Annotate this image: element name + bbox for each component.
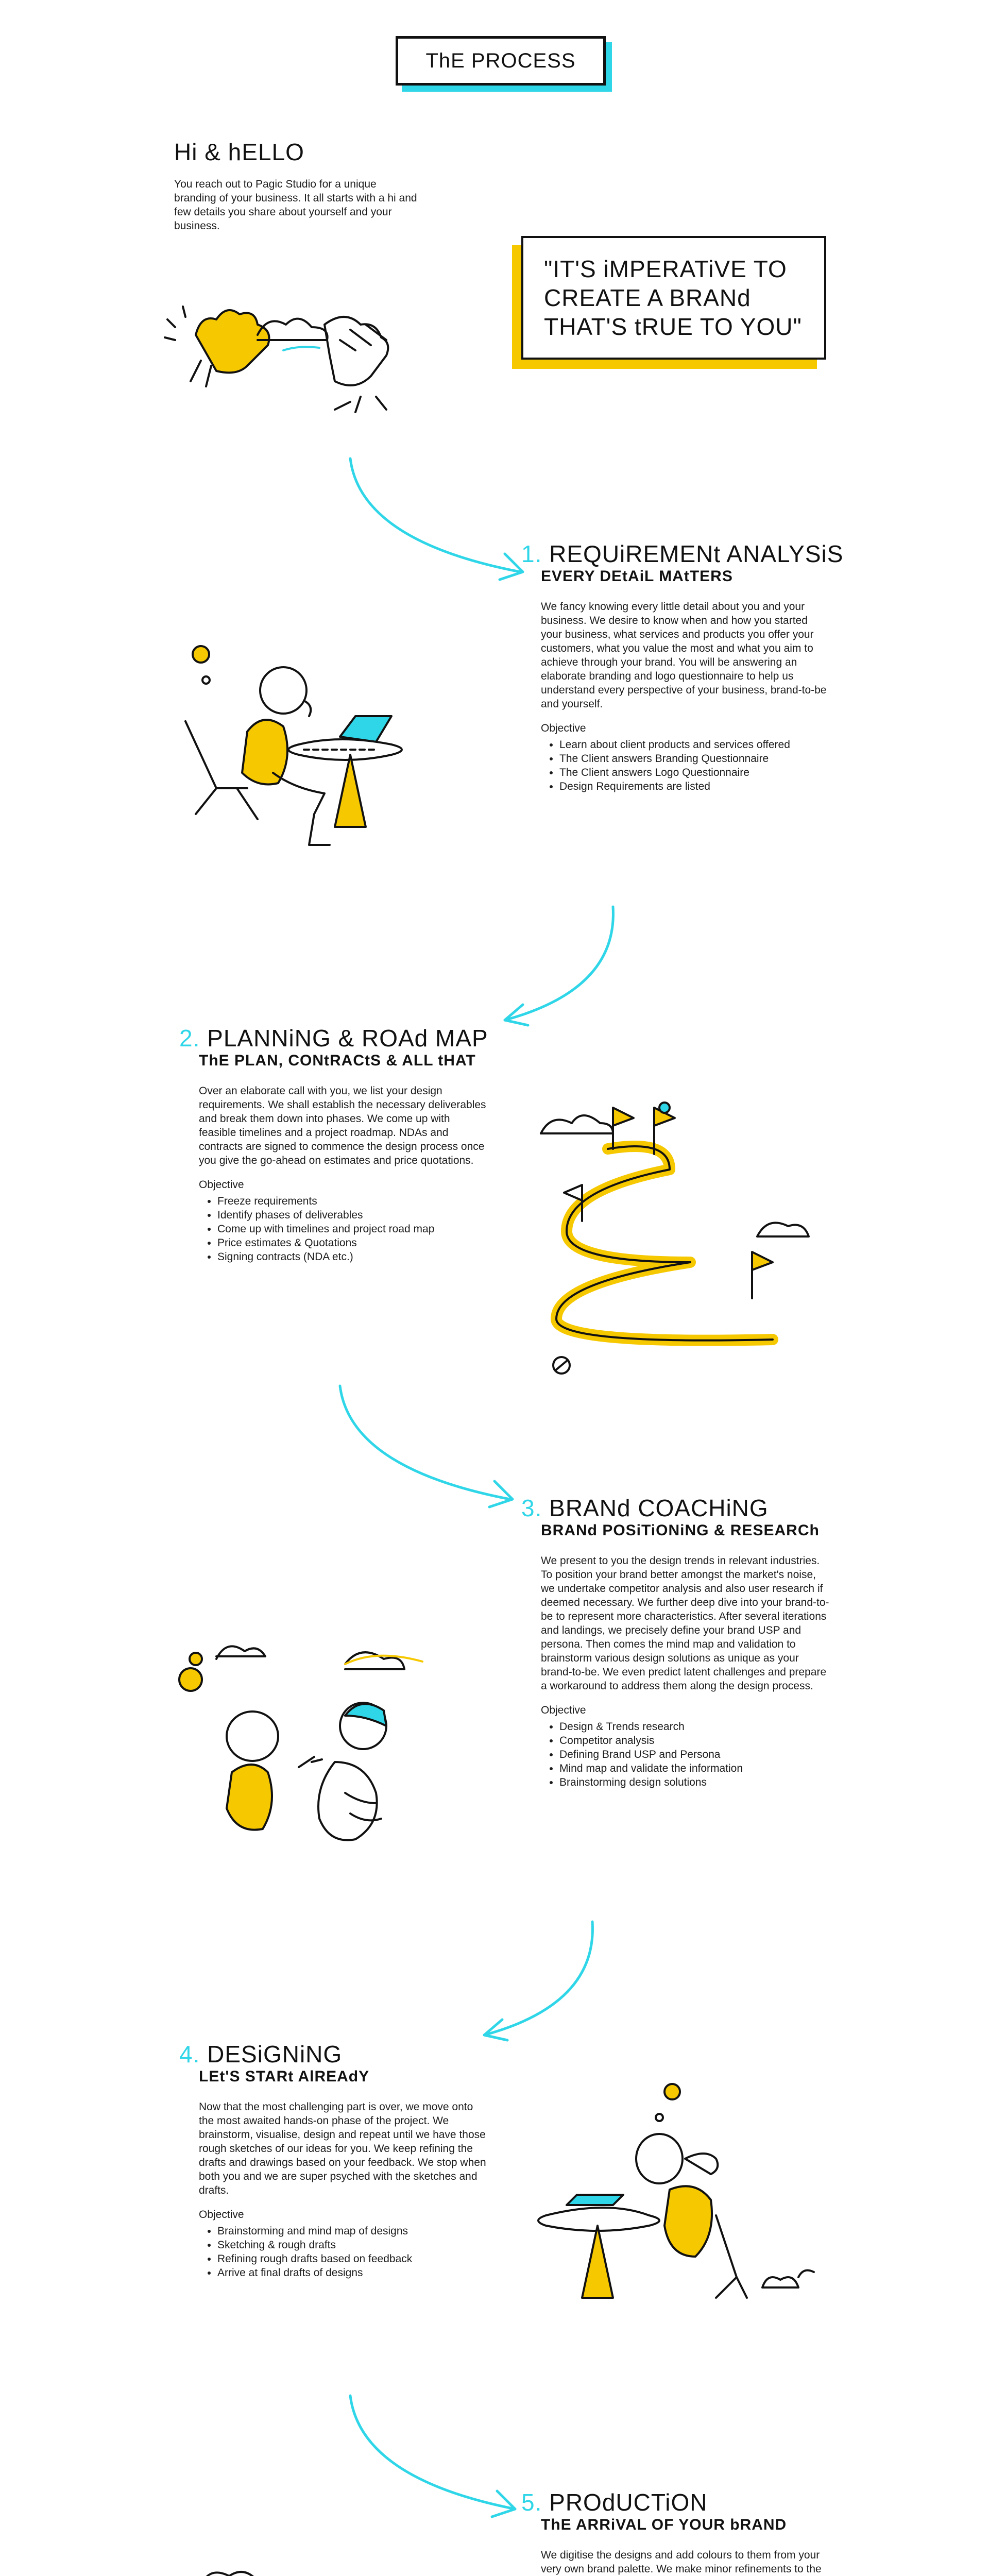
section-text: Over an elaborate call with you, we list your design requirements. We shall establish the necessary deliverables and break them down into phases. We come up with feasible timelines and a project roadmap. NDAs and contracts are signed to commence the design process once you give the go-ahead on estimates and price quotations. <box>199 1085 486 1166</box>
objective-list <box>541 1720 827 1789</box>
list-item: • Design & Trends research <box>559 1720 827 1734</box>
section-title: 1. REQUiREMENt ANALYSiS <box>521 540 844 567</box>
list-item: • Signing contracts (NDA etc.) <box>217 1250 485 1264</box>
list-item: • Identify phases of deliverables <box>217 1208 485 1222</box>
section-subtitle: BRANd POSiTiONiNG & RESEARCh <box>541 1522 820 1539</box>
designing-illustration <box>536 2081 824 2318</box>
objective-label: Objective <box>199 1179 244 1191</box>
section-title: 3. BRANd COACHiNG <box>521 1495 769 1521</box>
flow-arrow-2 <box>494 902 628 1036</box>
flow-arrow-4 <box>474 1917 608 2050</box>
section-text: Now that the most challenging part is over, we move onto the most awaited hands-on phase of the project. We brainstorm, visualise, design and repeat until we have those rough sketches of our ideas for you. We keep refining the drafts and drawings based on your feedback. We stop when both you and we are super psyched with the sketches and drafts. <box>199 2101 486 2196</box>
list-item: • Arrive at final drafts of designs <box>217 2266 485 2280</box>
list-item: • Come up with timelines and project road map <box>217 1222 485 1236</box>
page-title: ThE PROCESS <box>396 36 606 86</box>
laptop-person-illustration <box>175 644 464 860</box>
section-subtitle: LEt'S STARt AlREAdY <box>199 2068 370 2085</box>
objective-list <box>199 1194 485 1264</box>
intro-text: You reach out to Pagic Studio for a unique branding of your business. It all starts with a hi and few details you share about yourself and your business. <box>174 178 417 232</box>
section-title: 5. PROdUCTiON <box>521 2489 708 2516</box>
road-map-illustration <box>536 1082 824 1381</box>
production-illustration <box>191 2566 458 2576</box>
section-title: 2. PLANNiNG & ROAd MAP <box>179 1025 488 1052</box>
section-requirement-analysis <box>521 540 844 793</box>
section-planning-road-map <box>179 1024 488 1264</box>
flow-arrow-5 <box>340 2391 546 2524</box>
objective-label: Objective <box>541 722 586 734</box>
section-subtitle: EVERY DEtAiL MAtTERS <box>541 568 733 585</box>
objective-label: Objective <box>199 2209 244 2221</box>
hi-five-illustration <box>165 278 453 433</box>
section-brand-coaching <box>521 1494 830 1789</box>
section-title: 4. DESiGNiNG <box>179 2041 343 2067</box>
list-item: • Refining rough drafts based on feedback <box>217 2252 485 2266</box>
section-text: We digitise the designs and add colours to them from your very own brand palette. We make minor refinements to the <box>541 2549 822 2575</box>
list-item: • Freeze requirements <box>217 1194 485 1208</box>
list-item: • The Client answers Branding Questionnaire <box>559 752 827 766</box>
quote-box: "IT'S iMPERATiVE TO CREATE A BRANd THAT'S tRUE TO YOU" <box>521 236 826 360</box>
objective-list <box>541 738 827 793</box>
list-item: • The Client answers Logo Questionnaire <box>559 766 827 779</box>
objective-label: Objective <box>541 1704 586 1716</box>
section-text: We present to you the design trends in relevant industries. To position your brand better amongst the market's noise, we undertake competitor analysis and also user research if deemed necessary. We further deep dive into your brand-to-be to represent more characteristics. After several iterations and landings, we precisely define your brand USP and persona. Then comes the mind map and validation to brainstorm various design solutions as unique as your brand-to-be. We even predict latent challenges and prepare a workaround to address them along the design process. <box>541 1555 829 1692</box>
list-item: • Learn about client products and services offered <box>559 738 827 752</box>
list-item: • Mind map and validate the information <box>559 1761 827 1775</box>
list-item: • Competitor analysis <box>559 1734 827 1748</box>
section-designing <box>179 2040 488 2280</box>
section-production <box>521 2488 830 2576</box>
intro-title: Hi & hELLO <box>174 139 304 165</box>
list-item: • Brainstorming design solutions <box>559 1775 827 1789</box>
objective-list <box>199 2224 485 2280</box>
list-item: • Brainstorming and mind map of designs <box>217 2224 485 2238</box>
list-item: • Design Requirements are listed <box>559 779 827 793</box>
section-text: We fancy knowing every little detail about you and your business. We desire to know when and how you started your business, what services and products you offer your customers, what you value the most and what you aim to achieve through your brand. You will be answering an elaborate branding and logo questionnaire to help us understand every perspective of your business, brand-to-be and yourself. <box>541 601 827 710</box>
section-subtitle: ThE ARRiVAL OF YOUR bRAND <box>541 2516 787 2533</box>
list-item: • Price estimates & Quotations <box>217 1236 485 1250</box>
flow-arrow-3 <box>330 1381 546 1515</box>
coaching-illustration <box>175 1638 474 1865</box>
section-subtitle: ThE PLAN, CONtRACtS & ALL tHAT <box>199 1052 476 1069</box>
list-item: • Sketching & rough drafts <box>217 2238 485 2252</box>
list-item: • Defining Brand USP and Persona <box>559 1748 827 1761</box>
